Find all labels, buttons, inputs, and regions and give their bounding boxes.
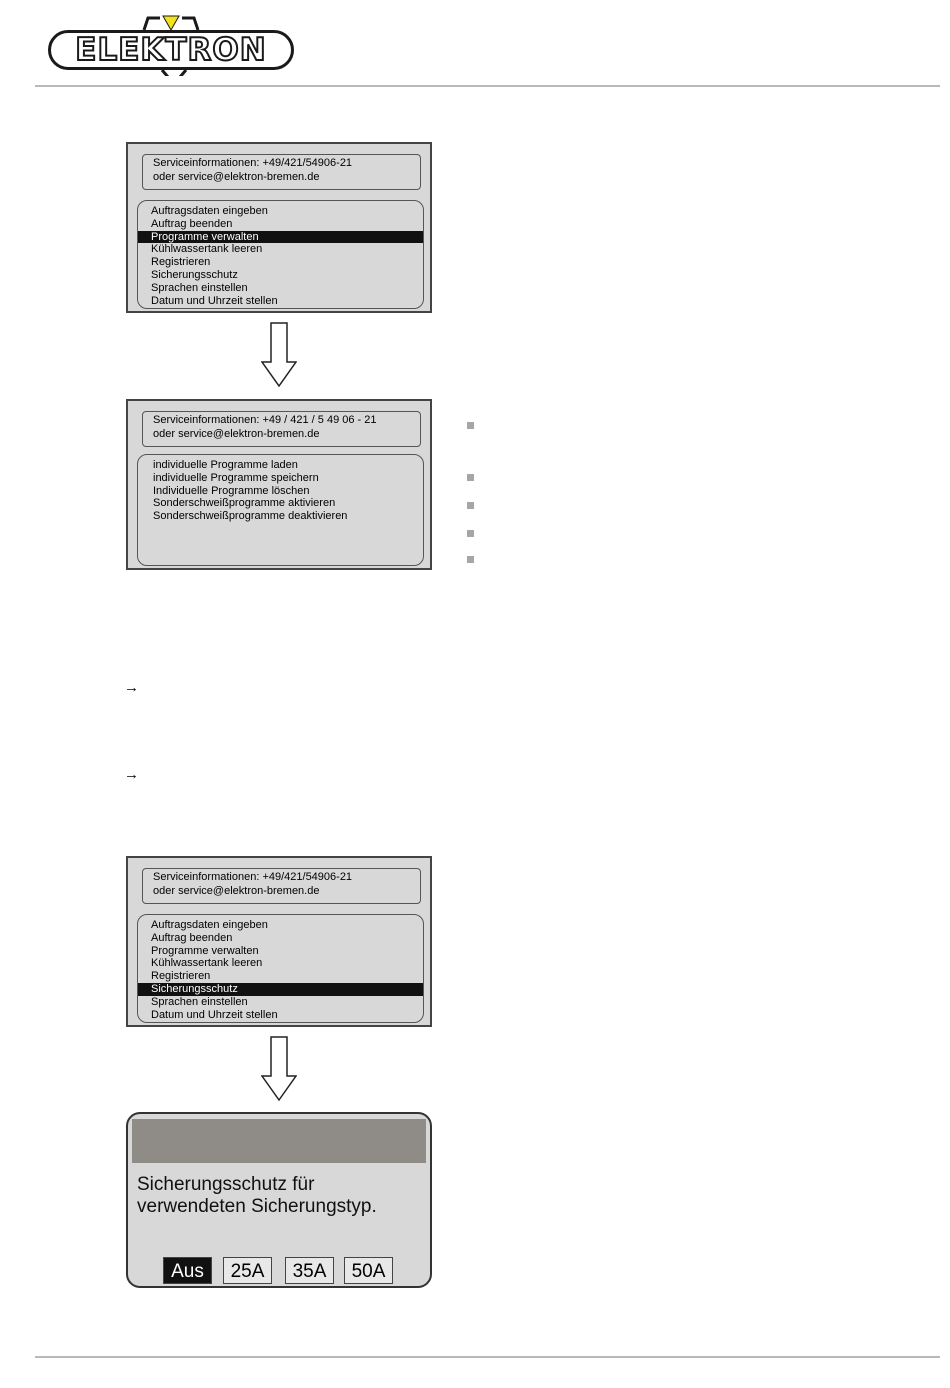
menu-item-sonderprogramme-aktivieren[interactable]: Sonderschweißprogramme aktivieren [153, 497, 336, 510]
menu-item-kuehlwassertank[interactable]: Kühlwassertank leeren [151, 243, 263, 256]
menu-item-auftragsdaten[interactable]: Auftragsdaten eingeben [151, 919, 268, 931]
menu-screen-programs [126, 142, 432, 313]
bullet-marker [467, 556, 474, 563]
menu-item-programme-laden[interactable]: individuelle Programme laden [153, 459, 298, 471]
elektron-logo [48, 14, 298, 76]
service-info-email: oder service@elektron-bremen.de [153, 171, 320, 183]
program-submenu-screen [126, 399, 432, 570]
menu-screen-fuse [126, 856, 432, 1027]
footer-divider [35, 1356, 940, 1358]
bullet-marker [467, 502, 474, 509]
service-info-phone: Serviceinformationen: +49 / 421 / 5 49 06 - 21 [153, 414, 377, 426]
menu-item-registrieren[interactable]: Registrieren [151, 970, 211, 983]
menu-item-programme-verwalten[interactable]: Programme verwalten [138, 231, 423, 244]
fuse-protection-dialog [126, 1112, 432, 1288]
fuse-option-50a[interactable]: 50A [344, 1257, 393, 1284]
service-info-box [142, 868, 421, 904]
fuse-option-25a[interactable]: 25A [223, 1257, 272, 1284]
menu-item-kuehlwassertank[interactable]: Kühlwassertank leeren [151, 957, 263, 970]
menu-item-programme-loeschen[interactable]: Individuelle Programme löschen [153, 484, 310, 497]
bullet-marker [467, 530, 474, 537]
logo-accent-triangle [163, 16, 179, 30]
menu-item-sprachen[interactable]: Sprachen einstellen [151, 995, 248, 1008]
menu-item-datum-uhrzeit[interactable]: Datum und Uhrzeit stellen [151, 1008, 278, 1021]
menu-item-auftrag-beenden[interactable]: Auftrag beenden [151, 217, 233, 230]
bullet-marker [467, 474, 474, 481]
fuse-option-aus[interactable]: Aus [163, 1257, 212, 1284]
main-menu [137, 200, 424, 309]
dialog-header-bar [132, 1119, 426, 1163]
service-info-box [142, 154, 421, 190]
menu-item-programme-verwalten[interactable]: Programme verwalten [151, 944, 259, 957]
bullet-marker [467, 422, 474, 429]
menu-item-sicherungsschutz[interactable]: Sicherungsschutz [138, 983, 423, 996]
menu-item-programme-speichern[interactable]: individuelle Programme speichern [153, 471, 319, 484]
service-info-phone: Serviceinformationen: +49/421/54906-21 [153, 157, 353, 169]
pointer-arrow-icon: → [124, 679, 139, 696]
service-info-box [142, 411, 421, 447]
service-info-email: oder service@elektron-bremen.de [153, 428, 320, 440]
main-menu [137, 914, 424, 1023]
menu-item-sprachen[interactable]: Sprachen einstellen [151, 281, 248, 294]
dialog-message-line2: verwendeten Sicherungstyp. [137, 1196, 377, 1217]
menu-item-datum-uhrzeit[interactable]: Datum und Uhrzeit stellen [151, 294, 278, 307]
menu-item-auftrag-beenden[interactable]: Auftrag beenden [151, 931, 233, 944]
fuse-option-35a[interactable]: 35A [285, 1257, 334, 1284]
pointer-arrow-icon: → [124, 766, 139, 783]
dialog-message [137, 1174, 377, 1218]
dialog-message-line1: Sicherungsschutz für [137, 1174, 315, 1195]
menu-item-auftragsdaten[interactable]: Auftragsdaten eingeben [151, 205, 268, 217]
service-info-phone: Serviceinformationen: +49/421/54906-21 [153, 871, 353, 883]
menu-item-sicherungsschutz[interactable]: Sicherungsschutz [151, 268, 238, 281]
service-info-email: oder service@elektron-bremen.de [153, 885, 320, 897]
down-arrow-icon [261, 322, 297, 388]
header-divider [35, 85, 940, 87]
menu-item-sonderprogramme-deaktivieren[interactable]: Sonderschweißprogramme deaktivieren [153, 510, 348, 523]
menu-item-registrieren[interactable]: Registrieren [151, 256, 211, 269]
program-menu [137, 454, 424, 566]
logo-wordmark: ELEKTRON [75, 32, 267, 68]
down-arrow-icon [261, 1036, 297, 1102]
